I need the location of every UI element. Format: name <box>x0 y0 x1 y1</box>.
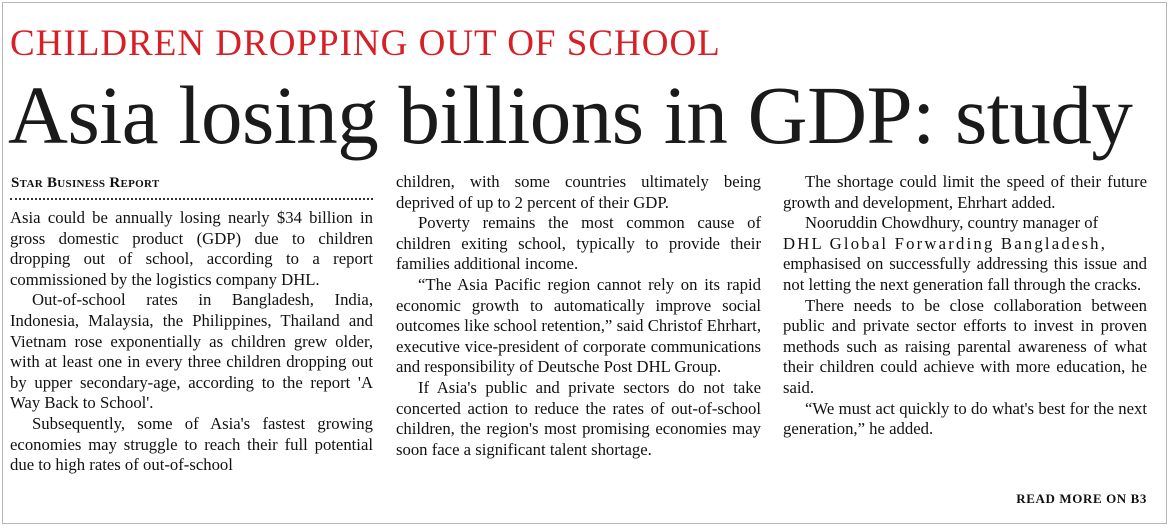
article-column-3 <box>783 172 1147 440</box>
paragraph: Subsequently, some of Asia's fastest growing economies may struggle to reach their full potential due to high rates of out-of-school <box>10 413 373 475</box>
paragraph: DHL Global Forwarding Bangladesh, <box>783 233 1108 253</box>
paragraph: emphasised on successfully addressing this issue and not letting the next generation fall through the cracks. <box>783 254 1147 294</box>
headline: Asia losing billions in GDP: study <box>8 69 1133 161</box>
read-more-link[interactable]: READ MORE ON B3 <box>1016 491 1147 506</box>
paragraph: “We must act quickly to do what's best for the next generation,” he added. <box>783 398 1147 439</box>
kicker-heading: CHILDREN DROPPING OUT OF SCHOOL <box>10 23 721 64</box>
article-column-2 <box>396 172 761 460</box>
paragraph: The shortage could limit the speed of their future growth and development, Ehrhart added. <box>783 172 1147 212</box>
article-column-1 <box>10 208 373 476</box>
paragraph: children, with some countries ultimately being deprived of up to 2 percent of their GDP. <box>396 172 761 212</box>
paragraph: Nooruddin Chowdhury, country manager of <box>805 213 1099 233</box>
paragraph: “The Asia Pacific region cannot rely on its rapid economic growth to automatically improve social outcomes like school retention,” said Christof Ehrhart, executive vice-president of corporate communications and responsibility of Deutsche Post DHL Group. <box>396 274 761 377</box>
paragraph: If Asia's public and private sectors do not take concerted action to reduce the rates of out-of-school children, the region's most promising economies may soon face a significant talent shortage. <box>396 377 761 459</box>
paragraph: Asia could be annually losing nearly $34 billion in gross domestic product (GDP) due to children dropping out of school, according to a report commissioned by the logistics company DHL. <box>10 208 373 289</box>
paragraph: There needs to be close collaboration between public and private sector efforts to invest in proven methods such as raising parental awareness of what their children could achieve with more education, he said. <box>783 295 1147 397</box>
paragraph: Poverty remains the most common cause of children exiting school, typically to provide their families additional income. <box>396 213 761 274</box>
paragraph: Out-of-school rates in Bangladesh, India, Indonesia, Malaysia, the Philippines, Thailand and Vietnam rose exponentially as children grew older, with at least one in every three children dropping out by upper secondary-age, according to the report 'A Way Back to School'. <box>10 290 373 413</box>
byline: Star Business Report <box>11 175 160 191</box>
dotted-divider <box>10 198 373 200</box>
